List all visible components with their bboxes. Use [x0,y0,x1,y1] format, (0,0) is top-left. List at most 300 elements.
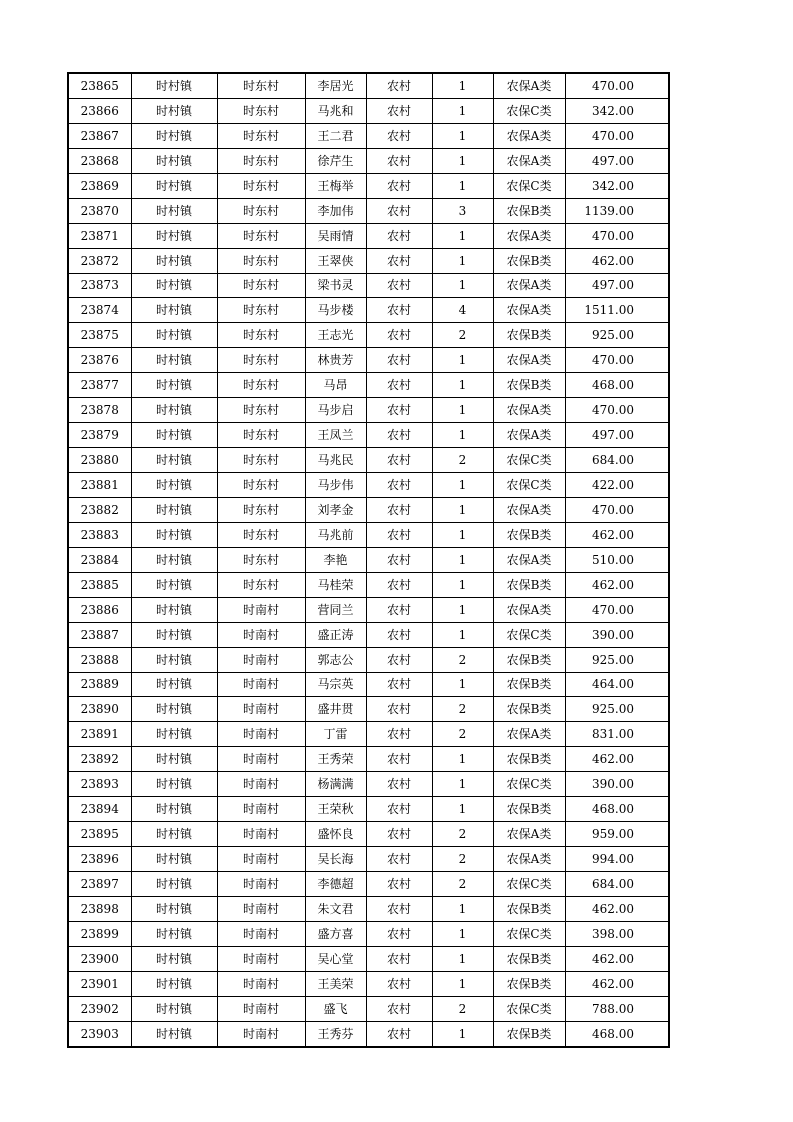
village-name-cell: 时南村 [217,622,305,647]
town-name-cell: 时村镇 [131,323,217,348]
table-row [68,847,669,872]
village-name-cell: 时南村 [217,722,305,747]
member-count-cell: 2 [432,323,493,348]
insurance-category-cell: 农保C类 [493,872,565,897]
village-name-cell: 时南村 [217,946,305,971]
amount-cell: 470.00 [565,398,669,423]
person-name-cell: 盛飞 [305,996,366,1021]
amount-cell: 390.00 [565,772,669,797]
person-name-cell: 刘孝金 [305,497,366,522]
table-row [68,547,669,572]
amount-cell: 462.00 [565,522,669,547]
table-row [68,323,669,348]
person-name-cell: 李加伟 [305,198,366,223]
village-name-cell: 时东村 [217,223,305,248]
insurance-category-cell: 农保B类 [493,747,565,772]
amount-cell: 788.00 [565,996,669,1021]
person-name-cell: 马兆民 [305,448,366,473]
village-name-cell: 时东村 [217,473,305,498]
insurance-category-cell: 农保A类 [493,398,565,423]
town-name-cell: 时村镇 [131,273,217,298]
record-number-cell: 23874 [68,298,131,323]
record-number-cell: 23877 [68,373,131,398]
town-name-cell: 时村镇 [131,1021,217,1046]
table-row [68,622,669,647]
table-row [68,921,669,946]
household-type-cell: 农村 [366,597,432,622]
insurance-category-cell: 农保A类 [493,298,565,323]
village-name-cell: 时南村 [217,921,305,946]
household-type-cell: 农村 [366,797,432,822]
member-count-cell: 1 [432,547,493,572]
person-name-cell: 梁书灵 [305,273,366,298]
person-name-cell: 朱文君 [305,896,366,921]
amount-cell: 831.00 [565,722,669,747]
record-number-cell: 23865 [68,73,131,98]
village-name-cell: 时东村 [217,348,305,373]
town-name-cell: 时村镇 [131,448,217,473]
town-name-cell: 时村镇 [131,572,217,597]
record-number-cell: 23897 [68,872,131,897]
insurance-category-cell: 农保B类 [493,1021,565,1046]
village-name-cell: 时东村 [217,298,305,323]
insurance-category-cell: 农保A类 [493,497,565,522]
record-number-cell: 23895 [68,822,131,847]
town-name-cell: 时村镇 [131,173,217,198]
household-type-cell: 农村 [366,522,432,547]
town-name-cell: 时村镇 [131,921,217,946]
town-name-cell: 时村镇 [131,996,217,1021]
amount-cell: 464.00 [565,672,669,697]
insurance-category-cell: 农保A类 [493,597,565,622]
member-count-cell: 1 [432,747,493,772]
member-count-cell: 1 [432,148,493,173]
table-row [68,772,669,797]
amount-cell: 462.00 [565,896,669,921]
insurance-category-cell: 农保B类 [493,672,565,697]
record-number-cell: 23868 [68,148,131,173]
insurance-category-cell: 农保B类 [493,323,565,348]
member-count-cell: 2 [432,872,493,897]
town-name-cell: 时村镇 [131,822,217,847]
record-number-cell: 23881 [68,473,131,498]
household-type-cell: 农村 [366,996,432,1021]
village-name-cell: 时南村 [217,747,305,772]
amount-cell: 468.00 [565,797,669,822]
member-count-cell: 1 [432,597,493,622]
town-name-cell: 时村镇 [131,697,217,722]
member-count-cell: 1 [432,248,493,273]
person-name-cell: 盛正涛 [305,622,366,647]
member-count-cell: 2 [432,448,493,473]
person-name-cell: 郭志公 [305,647,366,672]
insurance-category-cell: 农保C类 [493,921,565,946]
person-name-cell: 王翠侠 [305,248,366,273]
record-number-cell: 23901 [68,971,131,996]
record-number-cell: 23871 [68,223,131,248]
person-name-cell: 王二君 [305,123,366,148]
record-number-cell: 23880 [68,448,131,473]
table-row [68,797,669,822]
town-name-cell: 时村镇 [131,747,217,772]
records-body [68,73,669,1047]
household-type-cell: 农村 [366,572,432,597]
amount-cell: 925.00 [565,697,669,722]
person-name-cell: 马兆和 [305,98,366,123]
person-name-cell: 王荣秋 [305,797,366,822]
record-number-cell: 23886 [68,597,131,622]
member-count-cell: 1 [432,921,493,946]
person-name-cell: 吴雨情 [305,223,366,248]
member-count-cell: 2 [432,647,493,672]
table-row [68,73,669,98]
amount-cell: 510.00 [565,547,669,572]
person-name-cell: 盛方喜 [305,921,366,946]
household-type-cell: 农村 [366,772,432,797]
person-name-cell: 王秀荣 [305,747,366,772]
household-type-cell: 农村 [366,896,432,921]
record-number-cell: 23899 [68,921,131,946]
village-name-cell: 时东村 [217,248,305,273]
amount-cell: 462.00 [565,946,669,971]
town-name-cell: 时村镇 [131,248,217,273]
village-name-cell: 时东村 [217,73,305,98]
town-name-cell: 时村镇 [131,597,217,622]
amount-cell: 342.00 [565,173,669,198]
table-row [68,497,669,522]
household-type-cell: 农村 [366,672,432,697]
village-name-cell: 时东村 [217,323,305,348]
insurance-category-cell: 农保C类 [493,772,565,797]
record-number-cell: 23887 [68,622,131,647]
village-name-cell: 时南村 [217,647,305,672]
household-type-cell: 农村 [366,148,432,173]
person-name-cell: 王美荣 [305,971,366,996]
table-row [68,747,669,772]
person-name-cell: 王志光 [305,323,366,348]
amount-cell: 468.00 [565,373,669,398]
village-name-cell: 时南村 [217,872,305,897]
table-row [68,946,669,971]
record-number-cell: 23873 [68,273,131,298]
town-name-cell: 时村镇 [131,797,217,822]
table-row [68,697,669,722]
member-count-cell: 1 [432,98,493,123]
table-row [68,722,669,747]
member-count-cell: 2 [432,847,493,872]
amount-cell: 1139.00 [565,198,669,223]
person-name-cell: 马步启 [305,398,366,423]
household-type-cell: 农村 [366,971,432,996]
household-type-cell: 农村 [366,173,432,198]
insurance-category-cell: 农保C类 [493,996,565,1021]
household-type-cell: 农村 [366,722,432,747]
table-row [68,822,669,847]
town-name-cell: 时村镇 [131,348,217,373]
table-row [68,148,669,173]
record-number-cell: 23900 [68,946,131,971]
household-type-cell: 农村 [366,273,432,298]
record-number-cell: 23870 [68,198,131,223]
person-name-cell: 吴心堂 [305,946,366,971]
household-type-cell: 农村 [366,223,432,248]
household-type-cell: 农村 [366,123,432,148]
town-name-cell: 时村镇 [131,198,217,223]
record-number-cell: 23876 [68,348,131,373]
household-type-cell: 农村 [366,73,432,98]
amount-cell: 684.00 [565,448,669,473]
table-row [68,173,669,198]
person-name-cell: 李德超 [305,872,366,897]
table-row [68,223,669,248]
household-type-cell: 农村 [366,248,432,273]
insurance-category-cell: 农保B类 [493,697,565,722]
insurance-category-cell: 农保B类 [493,198,565,223]
household-type-cell: 农村 [366,423,432,448]
household-type-cell: 农村 [366,747,432,772]
member-count-cell: 2 [432,996,493,1021]
amount-cell: 462.00 [565,971,669,996]
insurance-category-cell: 农保B类 [493,248,565,273]
household-type-cell: 农村 [366,497,432,522]
insurance-category-cell: 农保B类 [493,647,565,672]
insurance-category-cell: 农保A类 [493,547,565,572]
member-count-cell: 2 [432,722,493,747]
member-count-cell: 2 [432,697,493,722]
person-name-cell: 马昂 [305,373,366,398]
town-name-cell: 时村镇 [131,373,217,398]
household-type-cell: 农村 [366,473,432,498]
amount-cell: 462.00 [565,248,669,273]
person-name-cell: 李居光 [305,73,366,98]
record-number-cell: 23902 [68,996,131,1021]
table-row [68,572,669,597]
insurance-category-cell: 农保B类 [493,522,565,547]
town-name-cell: 时村镇 [131,847,217,872]
person-name-cell: 盛怀良 [305,822,366,847]
amount-cell: 497.00 [565,423,669,448]
member-count-cell: 1 [432,1021,493,1046]
table-row [68,996,669,1021]
insurance-category-cell: 农保B类 [493,896,565,921]
table-row [68,423,669,448]
record-number-cell: 23889 [68,672,131,697]
member-count-cell: 1 [432,423,493,448]
insurance-category-cell: 农保A类 [493,273,565,298]
person-name-cell: 马宗英 [305,672,366,697]
table-row [68,398,669,423]
village-name-cell: 时东村 [217,273,305,298]
town-name-cell: 时村镇 [131,123,217,148]
household-type-cell: 农村 [366,847,432,872]
person-name-cell: 营同兰 [305,597,366,622]
household-type-cell: 农村 [366,348,432,373]
person-name-cell: 丁雷 [305,722,366,747]
table-row [68,198,669,223]
household-type-cell: 农村 [366,448,432,473]
member-count-cell: 1 [432,398,493,423]
town-name-cell: 时村镇 [131,98,217,123]
person-name-cell: 吴长海 [305,847,366,872]
record-number-cell: 23883 [68,522,131,547]
village-name-cell: 时南村 [217,697,305,722]
record-number-cell: 23878 [68,398,131,423]
table-row [68,123,669,148]
town-name-cell: 时村镇 [131,647,217,672]
amount-cell: 462.00 [565,747,669,772]
person-name-cell: 马步伟 [305,473,366,498]
household-type-cell: 农村 [366,1021,432,1046]
member-count-cell: 1 [432,672,493,697]
town-name-cell: 时村镇 [131,398,217,423]
village-name-cell: 时东村 [217,522,305,547]
amount-cell: 497.00 [565,148,669,173]
town-name-cell: 时村镇 [131,946,217,971]
member-count-cell: 1 [432,772,493,797]
household-type-cell: 农村 [366,198,432,223]
person-name-cell: 王梅举 [305,173,366,198]
insurance-category-cell: 农保B类 [493,971,565,996]
record-number-cell: 23888 [68,647,131,672]
town-name-cell: 时村镇 [131,522,217,547]
household-type-cell: 农村 [366,398,432,423]
household-type-cell: 农村 [366,872,432,897]
amount-cell: 994.00 [565,847,669,872]
village-name-cell: 时南村 [217,822,305,847]
village-name-cell: 时东村 [217,547,305,572]
amount-cell: 390.00 [565,622,669,647]
person-name-cell: 马兆前 [305,522,366,547]
town-name-cell: 时村镇 [131,423,217,448]
table-row [68,1021,669,1046]
amount-cell: 470.00 [565,348,669,373]
town-name-cell: 时村镇 [131,148,217,173]
village-name-cell: 时南村 [217,996,305,1021]
town-name-cell: 时村镇 [131,872,217,897]
member-count-cell: 1 [432,797,493,822]
member-count-cell: 1 [432,896,493,921]
town-name-cell: 时村镇 [131,497,217,522]
village-name-cell: 时南村 [217,847,305,872]
village-name-cell: 时东村 [217,123,305,148]
amount-cell: 925.00 [565,647,669,672]
household-type-cell: 农村 [366,946,432,971]
insurance-category-cell: 农保C类 [493,622,565,647]
record-number-cell: 23894 [68,797,131,822]
amount-cell: 470.00 [565,223,669,248]
table-row [68,971,669,996]
household-type-cell: 农村 [366,822,432,847]
household-type-cell: 农村 [366,622,432,647]
record-number-cell: 23872 [68,248,131,273]
member-count-cell: 1 [432,497,493,522]
person-name-cell: 马桂荣 [305,572,366,597]
village-name-cell: 时南村 [217,672,305,697]
insurance-category-cell: 农保B类 [493,946,565,971]
town-name-cell: 时村镇 [131,971,217,996]
household-type-cell: 农村 [366,373,432,398]
town-name-cell: 时村镇 [131,896,217,921]
town-name-cell: 时村镇 [131,672,217,697]
insurance-category-cell: 农保A类 [493,148,565,173]
town-name-cell: 时村镇 [131,622,217,647]
member-count-cell: 4 [432,298,493,323]
insurance-category-cell: 农保A类 [493,722,565,747]
insurance-category-cell: 农保B类 [493,797,565,822]
town-name-cell: 时村镇 [131,73,217,98]
record-number-cell: 23890 [68,697,131,722]
insurance-category-cell: 农保A类 [493,847,565,872]
person-name-cell: 王秀芬 [305,1021,366,1046]
insurance-category-cell: 农保A类 [493,223,565,248]
member-count-cell: 1 [432,971,493,996]
person-name-cell: 徐芹生 [305,148,366,173]
village-name-cell: 时东村 [217,98,305,123]
table-row [68,672,669,697]
record-number-cell: 23892 [68,747,131,772]
person-name-cell: 马步楼 [305,298,366,323]
insurance-category-cell: 农保B类 [493,572,565,597]
person-name-cell: 盛井贯 [305,697,366,722]
village-name-cell: 时南村 [217,797,305,822]
household-type-cell: 农村 [366,323,432,348]
amount-cell: 468.00 [565,1021,669,1046]
record-number-cell: 23903 [68,1021,131,1046]
table-row [68,98,669,123]
household-type-cell: 农村 [366,647,432,672]
town-name-cell: 时村镇 [131,772,217,797]
village-name-cell: 时东村 [217,423,305,448]
table-row [68,448,669,473]
record-number-cell: 23869 [68,173,131,198]
village-name-cell: 时东村 [217,398,305,423]
member-count-cell: 1 [432,622,493,647]
amount-cell: 1511.00 [565,298,669,323]
table-row [68,647,669,672]
amount-cell: 470.00 [565,123,669,148]
amount-cell: 398.00 [565,921,669,946]
record-number-cell: 23866 [68,98,131,123]
amount-cell: 470.00 [565,497,669,522]
household-type-cell: 农村 [366,921,432,946]
member-count-cell: 3 [432,198,493,223]
table-row [68,298,669,323]
household-type-cell: 农村 [366,98,432,123]
member-count-cell: 1 [432,473,493,498]
village-name-cell: 时南村 [217,1021,305,1046]
table-row [68,522,669,547]
insurance-category-cell: 农保A类 [493,423,565,448]
insurance-category-cell: 农保C类 [493,173,565,198]
insurance-category-cell: 农保A类 [493,123,565,148]
village-name-cell: 时南村 [217,772,305,797]
amount-cell: 925.00 [565,323,669,348]
table-row [68,473,669,498]
person-name-cell: 李艳 [305,547,366,572]
record-number-cell: 23896 [68,847,131,872]
household-type-cell: 农村 [366,298,432,323]
person-name-cell: 林贵芳 [305,348,366,373]
village-name-cell: 时东村 [217,373,305,398]
amount-cell: 462.00 [565,572,669,597]
village-name-cell: 时东村 [217,148,305,173]
record-number-cell: 23879 [68,423,131,448]
member-count-cell: 1 [432,173,493,198]
insurance-category-cell: 农保B类 [493,373,565,398]
amount-cell: 470.00 [565,597,669,622]
member-count-cell: 1 [432,348,493,373]
village-name-cell: 时东村 [217,173,305,198]
